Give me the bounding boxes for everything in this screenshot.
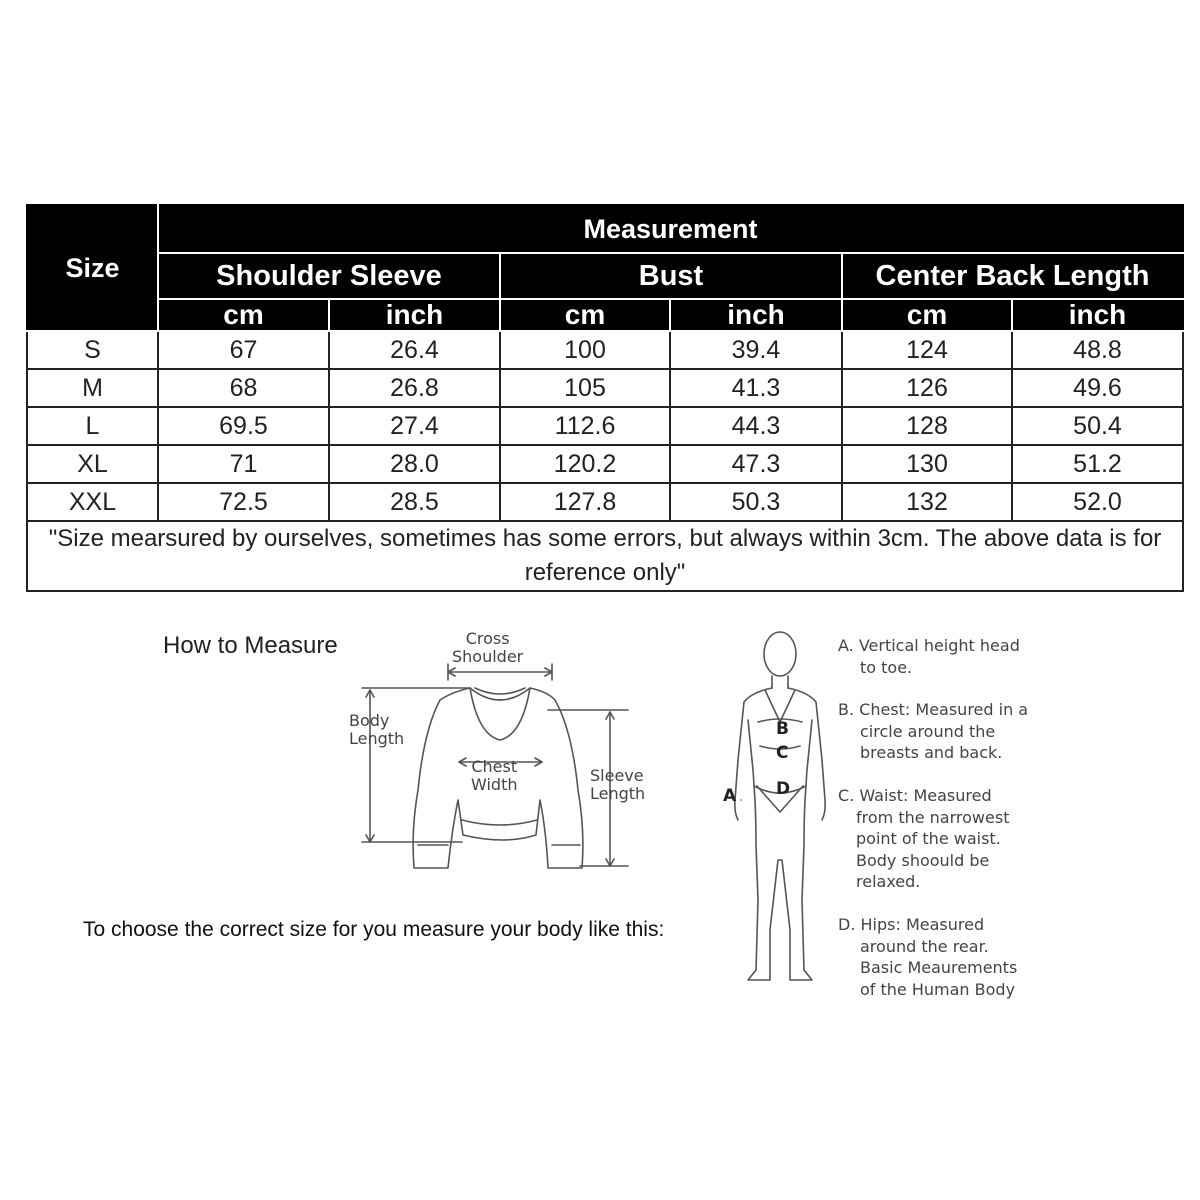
value-cell: 28.0	[329, 445, 500, 483]
value-cell: 49.6	[1012, 369, 1183, 407]
center-back-length-header: Center Back Length	[842, 253, 1183, 299]
letter-b-marker: B	[776, 719, 789, 739]
unit-header: inch	[1012, 299, 1183, 331]
value-cell: 71	[158, 445, 329, 483]
value-cell: 120.2	[500, 445, 670, 483]
how-to-measure-title: How to Measure	[163, 632, 338, 659]
size-cell: XL	[27, 445, 158, 483]
shoulder-sleeve-header: Shoulder Sleeve	[158, 253, 500, 299]
unit-header: inch	[670, 299, 842, 331]
definition-c: C. Waist: Measured from the narrowest point of the waist. Body shoould be relaxed.	[838, 786, 1010, 891]
unit-header: inch	[329, 299, 500, 331]
cross-shoulder-label: Cross Shoulder	[452, 629, 524, 666]
size-column-header: Size	[27, 205, 158, 331]
value-cell: 44.3	[670, 407, 842, 445]
letter-c-marker: C	[776, 743, 789, 763]
body-length-label: Body Length	[349, 711, 405, 748]
value-cell: 124	[842, 331, 1012, 369]
value-cell: 72.5	[158, 483, 329, 521]
value-cell: 105	[500, 369, 670, 407]
value-cell: 127.8	[500, 483, 670, 521]
value-cell: 130	[842, 445, 1012, 483]
measure-instruction: To choose the correct size for you measure your body like this:	[83, 918, 665, 941]
body-figure-illustration	[735, 632, 825, 980]
value-cell: 47.3	[670, 445, 842, 483]
definition-b: B. Chest: Measured in a circle around the breasts and back.	[838, 700, 1029, 762]
sleeve-length-label: Sleeve Length	[590, 766, 646, 803]
unit-header: cm	[158, 299, 329, 331]
value-cell: 128	[842, 407, 1012, 445]
value-cell: 26.8	[329, 369, 500, 407]
value-cell: 41.3	[670, 369, 842, 407]
value-cell: 50.4	[1012, 407, 1183, 445]
value-cell: 28.5	[329, 483, 500, 521]
size-cell: S	[27, 331, 158, 369]
size-cell: XXL	[27, 483, 158, 521]
value-cell: 48.8	[1012, 331, 1183, 369]
value-cell: 100	[500, 331, 670, 369]
definition-a: A. Vertical height head to toe.	[838, 636, 1020, 677]
value-cell: 69.5	[158, 407, 329, 445]
value-cell: 68	[158, 369, 329, 407]
unit-header: cm	[842, 299, 1012, 331]
value-cell: 26.4	[329, 331, 500, 369]
value-cell: 50.3	[670, 483, 842, 521]
value-cell: 126	[842, 369, 1012, 407]
value-cell: 39.4	[670, 331, 842, 369]
size-note: "Size mearsured by ourselves, sometimes has some errors, but always within 3cm. The above data is for reference only"	[27, 521, 1183, 591]
size-cell: L	[27, 407, 158, 445]
measurement-header: Measurement	[158, 205, 1183, 253]
value-cell: 27.4	[329, 407, 500, 445]
value-cell: 132	[842, 483, 1012, 521]
chest-width-label: Chest Width	[471, 757, 518, 794]
bust-header: Bust	[500, 253, 842, 299]
definition-d: D. Hips: Measured around the rear. Basic Meaurements of the Human Body	[838, 915, 1018, 999]
value-cell: 67	[158, 331, 329, 369]
value-cell: 52.0	[1012, 483, 1183, 521]
size-cell: M	[27, 369, 158, 407]
unit-header: cm	[500, 299, 670, 331]
value-cell: 112.6	[500, 407, 670, 445]
letter-d-marker: D	[776, 779, 791, 799]
letter-a-marker: A	[723, 786, 737, 806]
value-cell: 51.2	[1012, 445, 1183, 483]
